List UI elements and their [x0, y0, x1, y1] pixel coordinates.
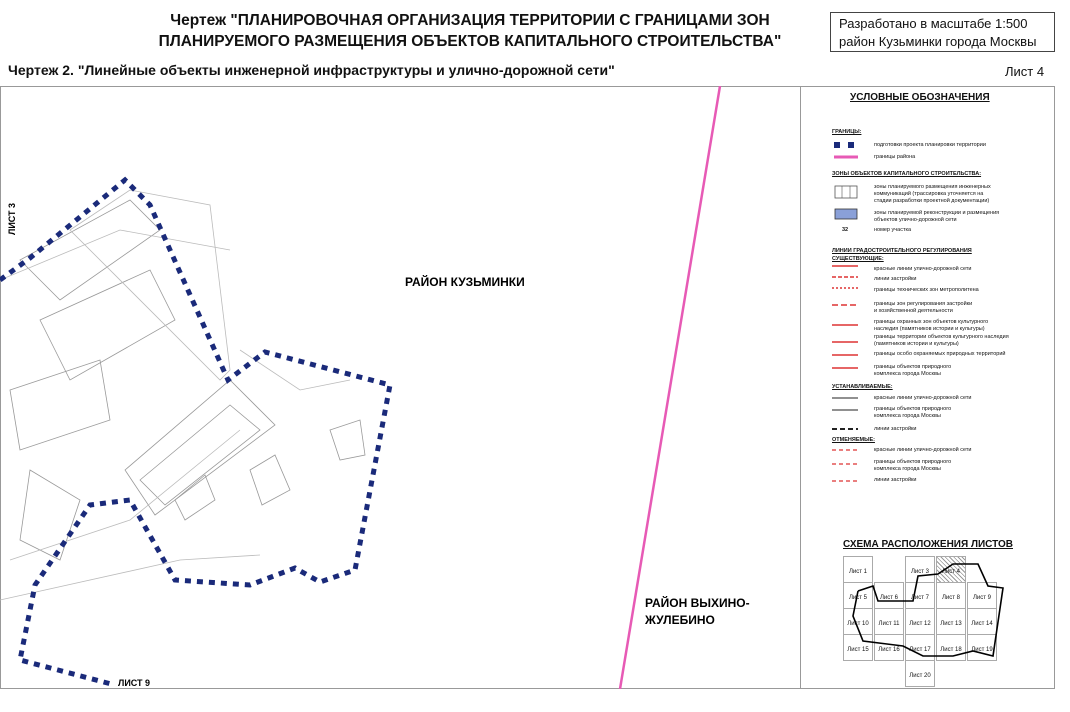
- legend-item-num-label: номер участка: [874, 227, 912, 233]
- legend-text: наследия (памятников истории и культуры): [874, 326, 985, 332]
- legend-section-lines: ЛИНИИ ГРАДОСТРОИТЕЛЬНОГО РЕГУЛИРОВАНИЯ: [832, 248, 972, 254]
- legend-section-zones: ЗОНЫ ОБЪЕКТОВ КАПИТАЛЬНОГО СТРОИТЕЛЬСТВА:: [832, 171, 982, 177]
- legend-ex-7: границы особо охраняемых природных территорий: [874, 351, 1006, 357]
- drawing-title: [90, 10, 850, 52]
- legend-sub-set: УСТАНАВЛИВАЕМЫЕ:: [832, 384, 893, 390]
- legend-ex-2: линии застройки: [874, 276, 917, 282]
- legend-text: объектов улично-дорожной сети: [874, 217, 957, 223]
- schema-cell: Лист 5: [843, 582, 873, 609]
- schema-cell: Лист 12: [905, 608, 935, 635]
- legend-text: комплекса города Москвы: [874, 371, 941, 377]
- legend-st-3: линии застройки: [874, 426, 917, 432]
- legend-text: и хозяйственной деятельности: [874, 308, 953, 314]
- schema-cell: Лист 9: [967, 582, 997, 609]
- legend-ex-6: [874, 334, 1009, 348]
- legend-sub-existing: СУЩЕСТВУЮЩИЕ:: [832, 256, 884, 262]
- schema-cell: Лист 6: [874, 582, 904, 609]
- schema-cell: Лист 4: [936, 556, 966, 583]
- legend-cn-1: красные линии улично-дорожной сети: [874, 447, 972, 453]
- label-vykhino-1: РАЙОН ВЫХИНО-: [645, 596, 750, 610]
- label-sheet-left: ЛИСТ 3: [7, 202, 17, 235]
- legend-text: зоны планируемой реконструкции и размещения: [874, 210, 1000, 216]
- schema-cell: Лист 16: [874, 634, 904, 661]
- schema-outline: [843, 556, 1013, 666]
- label-vykhino-2: ЖУЛЕБИНО: [645, 613, 715, 627]
- schema-cell: Лист 20: [905, 660, 935, 687]
- legend-text: стадии разработки проектной документации): [874, 198, 990, 204]
- schema-cell: Лист 3: [905, 556, 935, 583]
- legend-text: границы объектов природного: [874, 364, 952, 370]
- legend-item-district: границы района: [874, 154, 916, 160]
- legend-cn-3: линии застройки: [874, 477, 917, 483]
- schema-title: СХЕМА РАСПОЛОЖЕНИЯ ЛИСТОВ: [843, 539, 1013, 550]
- legend-cn-2: [874, 459, 951, 473]
- legend-st-1: красные линии улично-дорожной сети: [874, 395, 972, 401]
- scale-line-2: район Кузьминки города Москвы: [839, 34, 1037, 49]
- schema-cell: Лист 13: [936, 608, 966, 635]
- legend-item-zone-eng: [874, 184, 991, 205]
- schema-cell: Лист 7: [905, 582, 935, 609]
- schema-cell: Лист 8: [936, 582, 966, 609]
- legend-st-2: [874, 406, 951, 420]
- legend-text: границы территории объектов культурного наследия: [874, 334, 1009, 340]
- legend-title: УСЛОВНЫЕ ОБОЗНАЧЕНИЯ: [850, 92, 990, 103]
- schema-cell: Лист 17: [905, 634, 935, 661]
- schema-cell: Лист 14: [967, 608, 997, 635]
- legend-text: границы охранных зон объектов культурного: [874, 319, 989, 325]
- legend-ex-4: [874, 301, 972, 315]
- legend-section-borders: ГРАНИЦЫ:: [832, 129, 862, 135]
- title-line-1: Чертеж "ПЛАНИРОВОЧНАЯ ОРГАНИЗАЦИЯ ТЕРРИТОРИИ С ГРАНИЦАМИ ЗОН: [170, 12, 770, 29]
- legend-text: (памятников истории и культуры): [874, 341, 959, 347]
- building-outlines: [0, 190, 365, 600]
- schema-cell: Лист 10: [843, 608, 873, 635]
- title-line-2: ПЛАНИРУЕМОГО РАЗМЕЩЕНИЯ ОБЪЕКТОВ КАПИТАЛЬНОГО СТРОИТЕЛЬСТВА": [158, 33, 782, 50]
- legend-text: зоны планируемого размещения инженерных: [874, 184, 991, 190]
- schema-cell: Лист 11: [874, 608, 904, 635]
- legend-ex-1: красные линии улично-дорожной сети: [874, 266, 972, 272]
- legend-text: границы зон регулирования застройки: [874, 301, 973, 307]
- legend-sub-cancel: ОТМЕНЯЕМЫЕ:: [832, 437, 875, 443]
- sheet-number: Лист 4: [1005, 64, 1045, 79]
- schema-cell: Лист 18: [936, 634, 966, 661]
- legend-item-num: 32: [842, 227, 849, 233]
- legend-item-zone-road: [874, 210, 999, 224]
- scale-box: [830, 12, 1055, 52]
- schema-cell: Лист 15: [843, 634, 873, 661]
- legend-text: комплекса города Москвы: [874, 466, 941, 472]
- legend-ex-3: границы технических зон метрополитена: [874, 287, 979, 293]
- legend-item-project: подготовки проекта планировки территории: [874, 142, 986, 148]
- legend-text: границы объектов природного: [874, 459, 952, 465]
- scale-line-1: Разработано в масштабе 1:500: [839, 16, 1028, 31]
- schema-cell: Лист 19: [967, 634, 997, 661]
- label-sheet-bottom: ЛИСТ 9: [118, 678, 151, 688]
- schema-cell: Лист 1: [843, 556, 873, 583]
- map-canvas: [0, 86, 800, 689]
- legend-text: комплекса города Москвы: [874, 413, 941, 419]
- legend-text: коммуникаций (трассировка уточняется на: [874, 191, 984, 197]
- label-kuzminki: РАЙОН КУЗЬМИНКИ: [405, 275, 525, 289]
- drawing-subtitle: Чертеж 2. "Линейные объекты инженерной инфраструктуры и улично-дорожной сети": [8, 62, 615, 78]
- legend-ex-5: [874, 319, 988, 333]
- legend-text: границы объектов природного: [874, 406, 952, 412]
- legend-ex-8: [874, 364, 951, 378]
